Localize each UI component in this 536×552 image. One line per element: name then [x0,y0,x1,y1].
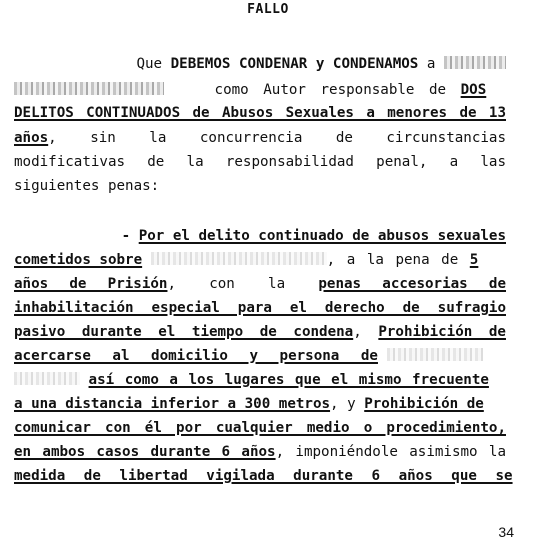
paragraph-line: DELITOS CONTINUADOS de Abusos Sexuales a menores de 13 [14,105,506,121]
line-text-bold: años de Prisión [14,276,168,292]
line-text-bold: pasivo durante el tiempo de condena [14,324,354,340]
line-text: , imponiéndole asimismo la [275,444,506,460]
line-text-bold: 5 [469,252,479,268]
line-text-bold: en ambos casos durante 6 años [14,444,276,460]
paragraph-line [14,274,506,294]
line-text-bold: acercarse al domicilio y persona de [14,348,378,364]
line-text: , sin la concurrencia de circunstancias [48,130,506,146]
redacted-name [14,82,164,95]
redacted-name [151,252,327,265]
redacted-name [387,348,483,361]
paragraph-line [14,394,506,414]
bullet-dash: - [121,228,139,244]
line-text: Que [136,56,171,72]
paragraph-line: modificativas de la responsabilidad penal, a las [14,154,506,170]
line-text: , con la [167,276,319,292]
redacted-name [14,372,80,385]
line-text-bold: así como a los lugares que el mismo frecuente [88,372,489,388]
line-text-bold: Por el delito continuado de abusos sexuales [138,228,506,244]
paragraph-line [14,250,506,270]
section-heading: FALLO [247,2,289,17]
paragraph-line [14,226,506,246]
paragraph-line [14,128,506,148]
line-text-bold: DOS [460,82,487,98]
paragraph-line: inhabilitación especial para el derecho de sufragio [14,300,506,316]
paragraph-line: medida de libertad vigilada durante 6 años que se [14,468,513,484]
line-text-bold: cometidos sobre [14,252,143,268]
line-text-bold: Prohibición de [378,324,506,340]
line-text-bold: a una distancia inferior a 300 metros [14,396,331,412]
line-text-bold: años [14,130,49,146]
paragraph-line [14,54,506,74]
paragraph-line [14,322,506,342]
paragraph-line [14,370,506,390]
line-text: , a la pena de [326,252,470,268]
line-text: , [353,324,379,340]
paragraph-line: comunicar con él por cualquier medio o procedimiento, [14,420,506,436]
line-text-bold: Prohibición de [364,396,484,412]
paragraph-line [14,346,506,366]
paragraph-line: siguientes penas: [14,178,160,194]
line-text: a [418,56,436,72]
line-text-bold: penas accesorias de [318,276,506,292]
paragraph-line [14,80,506,100]
redacted-name [444,56,506,69]
page-number: 34 [498,524,514,540]
line-text: , y [330,396,365,412]
paragraph-line [14,442,506,462]
line-text: como Autor responsable de [214,82,461,98]
line-text-bold: DEBEMOS CONDENAR y CONDENAMOS [170,56,419,72]
